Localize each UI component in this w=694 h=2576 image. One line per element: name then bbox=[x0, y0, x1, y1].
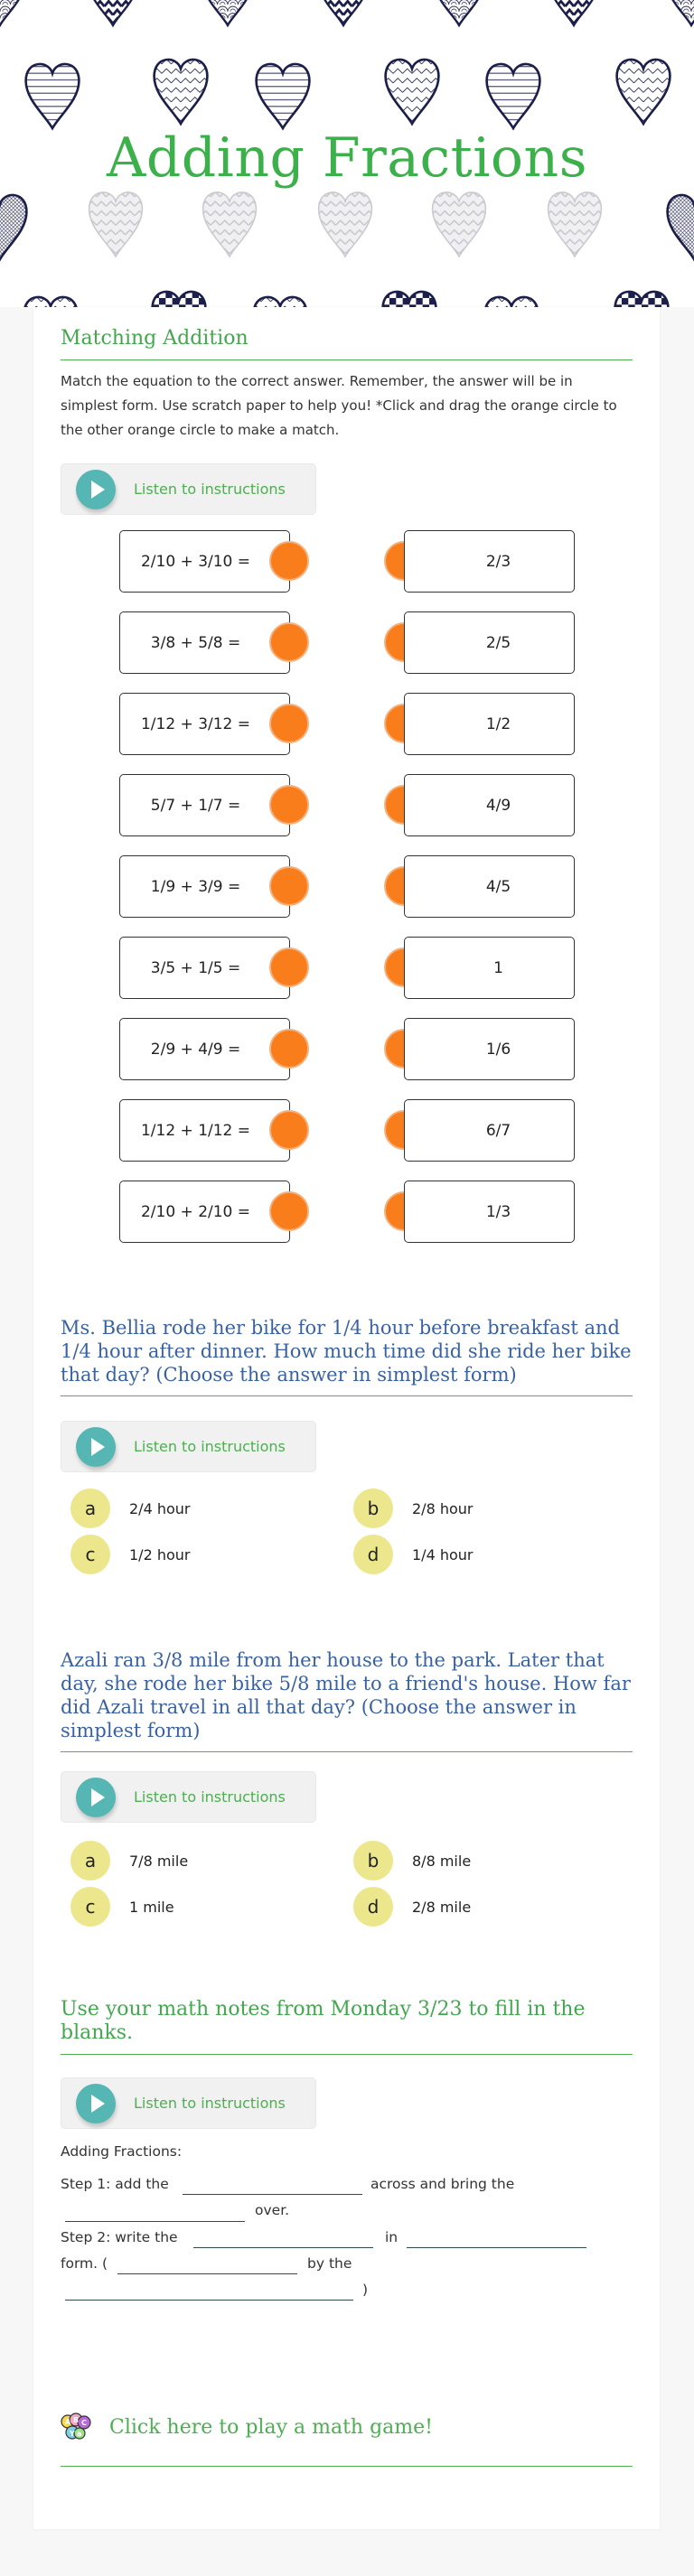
play-icon bbox=[76, 2084, 116, 2123]
question2-section bbox=[61, 1648, 633, 1752]
matching-section bbox=[61, 327, 633, 443]
play-icon bbox=[76, 1427, 116, 1467]
option-letter-badge: b bbox=[353, 1489, 393, 1528]
equation-text: 2/10 + 2/10 = bbox=[140, 1202, 251, 1221]
section-divider bbox=[61, 2466, 633, 2467]
answer-option-c[interactable] bbox=[70, 1535, 190, 1574]
math-game-link[interactable] bbox=[61, 2412, 433, 2442]
match-equation bbox=[119, 774, 290, 836]
step2-text: ) bbox=[362, 2282, 369, 2298]
page-title: Adding Fractions bbox=[106, 126, 587, 190]
match-answer bbox=[404, 611, 575, 674]
step1-text: over. bbox=[255, 2202, 290, 2218]
question-prompt: Azali ran 3/8 mile from her house to the park. Later that day, she rode her bike 5/8 mile to a friend's house. How far did Azali travel in all that day? (Choose the answer in simplest form) bbox=[61, 1648, 633, 1752]
fill-in-section bbox=[61, 1998, 633, 2055]
answer-option-a[interactable] bbox=[70, 1841, 188, 1881]
option-letter-badge: d bbox=[353, 1887, 393, 1927]
match-handle-left[interactable] bbox=[269, 1029, 309, 1069]
option-letter-badge: b bbox=[353, 1841, 393, 1881]
listen-label: Listen to instructions bbox=[134, 2095, 286, 2112]
answer-option-c[interactable] bbox=[70, 1887, 174, 1927]
match-answer bbox=[404, 855, 575, 918]
step2-text: in bbox=[385, 2229, 399, 2245]
listen-label: Listen to instructions bbox=[134, 1788, 286, 1806]
match-equation bbox=[119, 1099, 290, 1162]
match-answer bbox=[404, 530, 575, 593]
match-equation bbox=[119, 693, 290, 755]
equation-text: 5/7 + 1/7 = bbox=[150, 796, 241, 815]
step1-text: Step 1: add the bbox=[61, 2176, 169, 2192]
blank-4-input[interactable] bbox=[407, 2228, 586, 2248]
blank-6-input[interactable] bbox=[65, 2281, 353, 2301]
match-handle-left[interactable] bbox=[269, 1110, 309, 1150]
option-text: 7/8 mile bbox=[129, 1852, 189, 1870]
option-text: 1/4 hour bbox=[412, 1545, 474, 1563]
match-answer bbox=[404, 1181, 575, 1243]
answer-text: 1/6 bbox=[485, 1040, 511, 1059]
answer-text: 1/2 bbox=[485, 714, 511, 733]
match-equation bbox=[119, 611, 290, 674]
match-answer bbox=[404, 774, 575, 836]
match-equation bbox=[119, 1018, 290, 1080]
equation-text: 1/12 + 1/12 = bbox=[140, 1121, 251, 1140]
step1-text: across and bring the bbox=[370, 2176, 515, 2192]
equation-text: 2/10 + 3/10 = bbox=[140, 552, 251, 571]
svg-text:A: A bbox=[65, 2418, 71, 2426]
listen-instructions-button[interactable] bbox=[61, 1771, 316, 1823]
match-handle-left[interactable] bbox=[269, 541, 309, 581]
answer-option-b[interactable] bbox=[353, 1841, 471, 1881]
option-text: 2/8 hour bbox=[412, 1499, 474, 1517]
svg-text:Y: Y bbox=[70, 2430, 75, 2438]
answer-text: 2/3 bbox=[485, 552, 511, 571]
section-title: Use your math notes from Monday 3/23 to fill in the blanks. bbox=[61, 1998, 633, 2055]
worksheet-card bbox=[33, 307, 660, 2529]
match-handle-left[interactable] bbox=[269, 785, 309, 825]
option-letter-badge: a bbox=[70, 1489, 110, 1528]
option-text: 2/8 mile bbox=[412, 1898, 472, 1916]
answer-option-d[interactable] bbox=[353, 1887, 471, 1927]
option-text: 1/2 hour bbox=[129, 1545, 191, 1563]
abcya-logo-icon bbox=[61, 2412, 91, 2442]
answer-option-d[interactable] bbox=[353, 1535, 473, 1574]
answer-text: 2/5 bbox=[485, 633, 511, 652]
match-equation bbox=[119, 855, 290, 918]
equation-text: 3/5 + 1/5 = bbox=[150, 958, 241, 977]
game-link-label: Click here to play a math game! bbox=[109, 2415, 434, 2439]
svg-text:B: B bbox=[73, 2416, 80, 2424]
play-icon bbox=[76, 1778, 116, 1817]
step2-text: Step 2: write the bbox=[61, 2229, 178, 2245]
play-icon bbox=[76, 470, 116, 509]
blank-2-input[interactable] bbox=[65, 2202, 245, 2222]
match-answer bbox=[404, 693, 575, 755]
match-handle-left[interactable] bbox=[269, 947, 309, 987]
answer-option-a[interactable] bbox=[70, 1489, 190, 1528]
match-equation bbox=[119, 1181, 290, 1243]
match-handle-left[interactable] bbox=[269, 704, 309, 743]
option-letter-badge: d bbox=[353, 1535, 393, 1574]
answer-text: 4/9 bbox=[485, 796, 511, 815]
match-equation bbox=[119, 530, 290, 593]
section-title: Matching Addition bbox=[61, 327, 633, 360]
answer-text: 6/7 bbox=[485, 1121, 511, 1140]
listen-label: Listen to instructions bbox=[134, 1438, 286, 1455]
match-answer bbox=[404, 1099, 575, 1162]
equation-text: 1/9 + 3/9 = bbox=[150, 877, 241, 896]
svg-text:a: a bbox=[77, 2430, 82, 2438]
equation-text: 3/8 + 5/8 = bbox=[150, 633, 241, 652]
option-text: 1 mile bbox=[129, 1898, 174, 1916]
match-answer bbox=[404, 937, 575, 999]
option-letter-badge: a bbox=[70, 1841, 110, 1881]
equation-text: 2/9 + 4/9 = bbox=[150, 1040, 241, 1059]
question-prompt: Ms. Bellia rode her bike for 1/4 hour before breakfast and 1/4 hour after dinner. How much time did she ride her bike that day? (Choose the answer in simplest form) bbox=[61, 1316, 633, 1396]
blank-1-input[interactable] bbox=[183, 2175, 362, 2195]
match-answer bbox=[404, 1018, 575, 1080]
header-banner bbox=[0, 0, 694, 307]
option-text: 8/8 mile bbox=[412, 1852, 472, 1870]
option-letter-badge: c bbox=[70, 1535, 110, 1574]
equation-text: 1/12 + 3/12 = bbox=[140, 714, 251, 733]
listen-instructions-button[interactable] bbox=[61, 463, 316, 515]
answer-text: 1 bbox=[493, 958, 503, 977]
match-handle-left[interactable] bbox=[269, 1191, 309, 1231]
answer-option-b[interactable] bbox=[353, 1489, 473, 1528]
section-instructions: Match the equation to the correct answer. Remember, the answer will be in simplest form. Use scratch paper to help you! *Click and drag the orange circle to the other orange circle to make a match. bbox=[61, 373, 617, 438]
fill-heading: Adding Fractions: bbox=[61, 2143, 183, 2160]
listen-instructions-button[interactable] bbox=[61, 2077, 316, 2129]
answer-text: 1/3 bbox=[485, 1202, 511, 1221]
option-letter-badge: c bbox=[70, 1887, 110, 1927]
step2-text: form. ( bbox=[61, 2255, 108, 2272]
svg-text:C: C bbox=[81, 2419, 87, 2427]
listen-instructions-button[interactable] bbox=[61, 1421, 316, 1472]
match-handle-left[interactable] bbox=[269, 866, 309, 906]
match-equation bbox=[119, 937, 290, 999]
option-text: 2/4 hour bbox=[129, 1499, 191, 1517]
blank-5-input[interactable] bbox=[117, 2254, 297, 2274]
listen-label: Listen to instructions bbox=[134, 481, 286, 498]
answer-text: 4/5 bbox=[485, 877, 511, 896]
match-handle-left[interactable] bbox=[269, 622, 309, 662]
step2-text: by the bbox=[307, 2255, 352, 2272]
blank-3-input[interactable] bbox=[193, 2228, 373, 2248]
question1-section bbox=[61, 1316, 633, 1396]
